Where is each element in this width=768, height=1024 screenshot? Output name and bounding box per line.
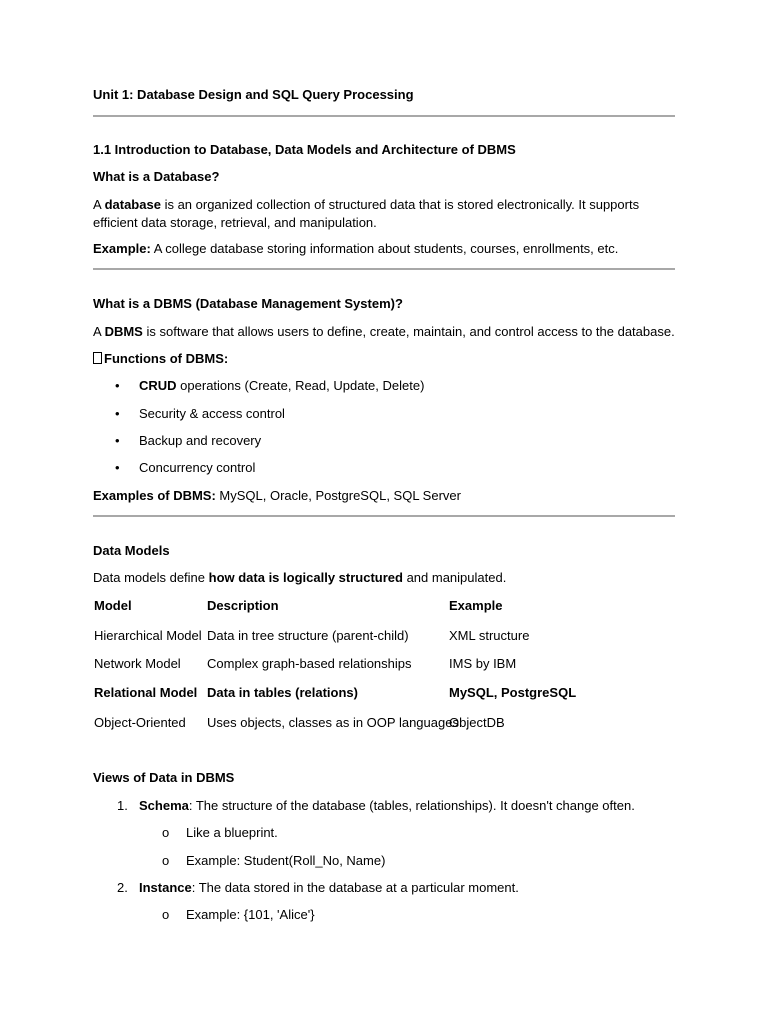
bold-term: Instance — [139, 880, 192, 895]
bullet-icon: • — [115, 406, 120, 421]
list-item-text — [139, 798, 635, 813]
table-cell: Hierarchical Model — [94, 628, 202, 643]
functions-heading-text: Functions of DBMS: — [104, 351, 229, 366]
sub-bullet-icon: o — [162, 907, 170, 922]
bold-term: DBMS — [104, 324, 143, 339]
list-number: 1. — [117, 798, 128, 813]
list-number: 2. — [117, 880, 128, 895]
text-run: operations (Create, Read, Update, Delete) — [176, 378, 425, 393]
bullet-icon: • — [115, 378, 120, 393]
list-item-text — [139, 880, 519, 895]
sub-bullet-icon: o — [162, 825, 170, 840]
table-header-cell: Model — [94, 598, 132, 613]
dbms-heading: What is a DBMS (Database Management System)? — [93, 296, 403, 311]
table-cell: Data in tree structure (parent-child) — [207, 628, 409, 643]
text-run: : The structure of the database (tables, relationships). It doesn't change often. — [188, 798, 635, 813]
text-run: : The data stored in the database at a particular moment. — [191, 880, 519, 895]
sub-list-item-text: Example: Student(Roll_No, Name) — [186, 853, 386, 868]
divider — [93, 115, 675, 117]
list-item-text: Concurrency control — [139, 460, 256, 475]
document-title: Unit 1: Database Design and SQL Query Processing — [93, 87, 414, 102]
table-header-cell: Description — [207, 598, 279, 613]
example-text: A college database storing information about students, courses, enrollments, etc. — [150, 241, 619, 256]
table-cell: Uses objects, classes as in OOP languages — [207, 715, 459, 730]
bold-term: database — [104, 197, 161, 212]
list-item-text: Backup and recovery — [139, 433, 262, 448]
text-run: A — [93, 197, 105, 212]
sub-list-item-text: Like a blueprint. — [186, 825, 278, 840]
sub-list-item-text: Example: {101, 'Alice'} — [186, 907, 315, 922]
bold-term: CRUD — [139, 378, 177, 393]
examples-text: MySQL, Oracle, PostgreSQL, SQL Server — [215, 488, 461, 503]
examples-label: Examples of DBMS: — [93, 488, 216, 503]
table-cell: Relational Model — [94, 685, 198, 700]
checkbox-icon — [93, 352, 102, 364]
divider — [93, 515, 675, 517]
divider — [93, 268, 675, 270]
table-cell: Complex graph-based relationships — [207, 656, 412, 671]
example-label: Example: — [93, 241, 151, 256]
table-cell: Data in tables (relations) — [207, 685, 358, 700]
table-cell: MySQL, PostgreSQL — [449, 685, 577, 700]
text-run: is an organized collection of structured data that is stored electronically. It supports efficient data storage, retrieval, and manipulation. — [93, 197, 640, 230]
bullet-icon: • — [115, 460, 120, 475]
table-cell: Object-Oriented — [94, 715, 186, 730]
table-header-cell: Example — [449, 598, 503, 613]
dbms-examples — [93, 488, 461, 503]
question-heading: What is a Database? — [93, 169, 220, 184]
text-run: is software that allows users to define, create, maintain, and control access to the database. — [142, 324, 675, 339]
database-definition — [93, 196, 675, 232]
dbms-definition — [93, 324, 675, 339]
list-item-text — [139, 378, 424, 393]
database-example — [93, 241, 618, 256]
bold-term: Schema — [139, 798, 189, 813]
functions-heading — [93, 351, 228, 366]
data-models-heading: Data Models — [93, 543, 170, 558]
list-item-text: Security & access control — [139, 406, 285, 421]
table-cell: IMS by IBM — [449, 656, 517, 671]
bullet-icon: • — [115, 433, 120, 448]
data-models-intro — [93, 570, 506, 585]
sub-bullet-icon: o — [162, 853, 170, 868]
table-cell: XML structure — [449, 628, 530, 643]
bold-term: how data is logically structured — [208, 570, 403, 585]
views-heading: Views of Data in DBMS — [93, 770, 235, 785]
table-cell: ObjectDB — [449, 715, 505, 730]
table-cell: Network Model — [94, 656, 181, 671]
text-run: and manipulated. — [402, 570, 507, 585]
section-heading: 1.1 Introduction to Database, Data Models and Architecture of DBMS — [93, 142, 516, 157]
text-run: Data models define — [93, 570, 209, 585]
text-run: A — [93, 324, 105, 339]
